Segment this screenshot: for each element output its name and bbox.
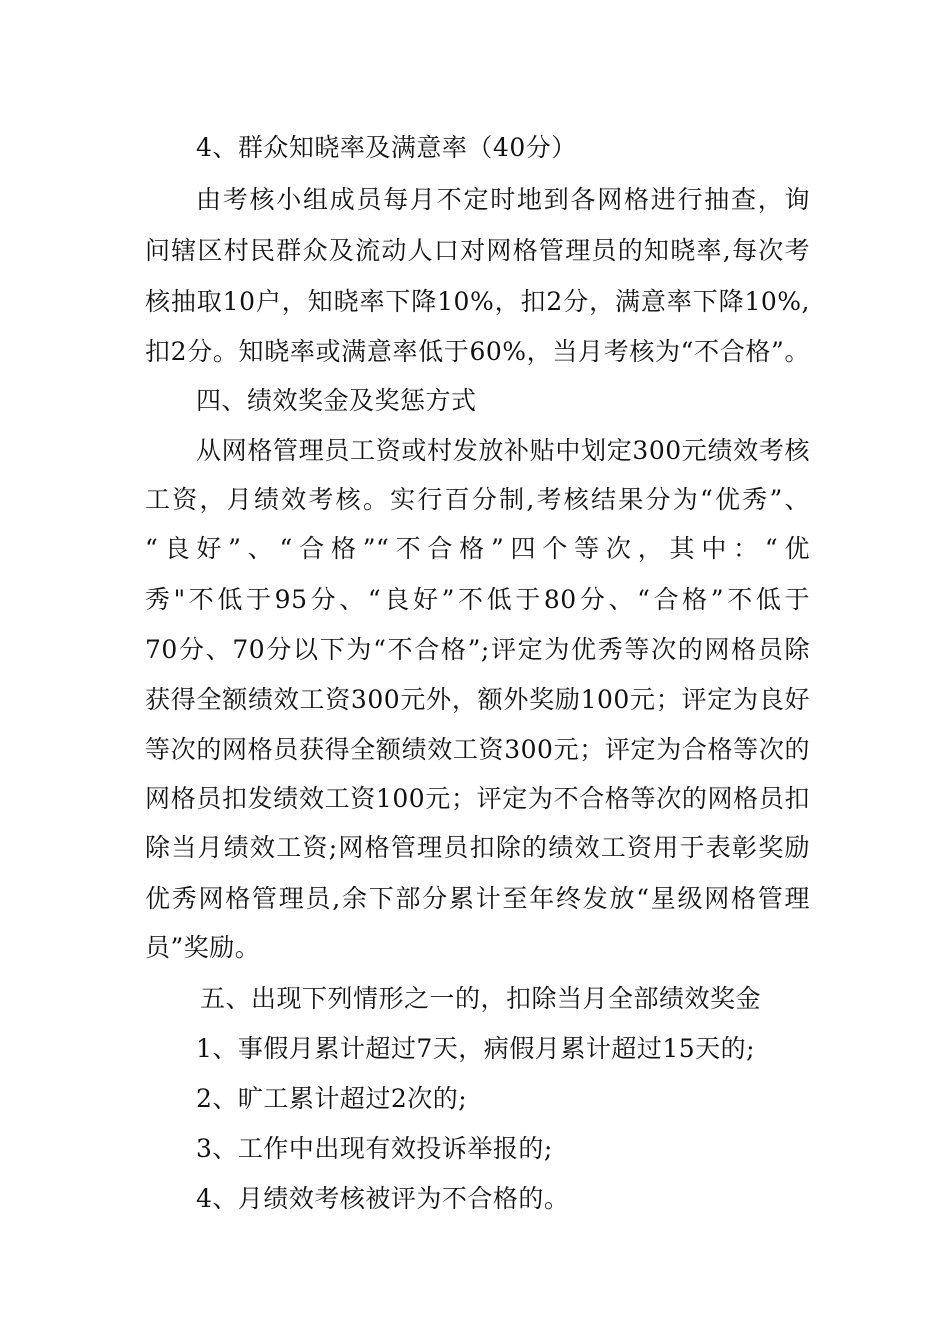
paragraph-line: 工资，月绩效考核。实行百分制,考核结果分为“优秀”、 bbox=[145, 485, 810, 514]
list-item: 1、事假月累计超过7天，病假月累计超过15天的; bbox=[196, 1034, 756, 1063]
paragraph-line: 等次的网格员获得全额绩效工资300元；评定为合格等次的 bbox=[145, 735, 810, 764]
item-4-heading: 4、群众知晓率及满意率（40分） bbox=[196, 133, 577, 162]
paragraph-line: 获得全额绩效工资300元外，额外奖励100元；评定为良好 bbox=[145, 685, 810, 714]
paragraph-line: “良好”、“合格”“不合格”四个等次，其中：“优 bbox=[145, 534, 810, 563]
paragraph-line: 除当月绩效工资;网格管理员扣除的绩效工资用于表彰奖励 bbox=[145, 833, 810, 862]
paragraph-line: 扣2分。知晓率或满意率低于60%，当月考核为“不合格”。 bbox=[145, 337, 810, 366]
paragraph-line: 由考核小组成员每月不定时地到各网格进行抽查，询 bbox=[196, 185, 810, 214]
paragraph-line: 员”奖励。 bbox=[145, 933, 261, 962]
paragraph-line: 从网格管理员工资或村发放补贴中划定300元绩效考核 bbox=[196, 436, 810, 465]
paragraph-line: 网格员扣发绩效工资100元；评定为不合格等次的网格员扣 bbox=[145, 784, 810, 813]
paragraph-line: 70分、70分以下为“不合格”;评定为优秀等次的网格员除 bbox=[145, 635, 810, 664]
paragraph-line: 核抽取10户，知晓率下降10%，扣2分，满意率下降10%, bbox=[145, 287, 810, 316]
list-item: 2、旷工累计超过2次的; bbox=[196, 1084, 468, 1113]
paragraph-line: 问辖区村民群众及流动人口对网格管理员的知晓率,每次考 bbox=[145, 236, 810, 265]
section-4-heading: 四、绩效奖金及奖惩方式 bbox=[196, 386, 477, 415]
section-5-heading: 五、出现下列情形之一的，扣除当月全部绩效奖金 bbox=[200, 984, 762, 1013]
list-item: 3、工作中出现有效投诉举报的; bbox=[196, 1134, 553, 1163]
list-item: 4、月绩效考核被评为不合格的。 bbox=[196, 1184, 570, 1213]
paragraph-line: 优秀网格管理员,余下部分累计至年终发放“星级网格管理 bbox=[145, 884, 810, 913]
paragraph-line: 秀"不低于95分、“良好”不低于80分、“合格”不低于 bbox=[145, 585, 810, 614]
